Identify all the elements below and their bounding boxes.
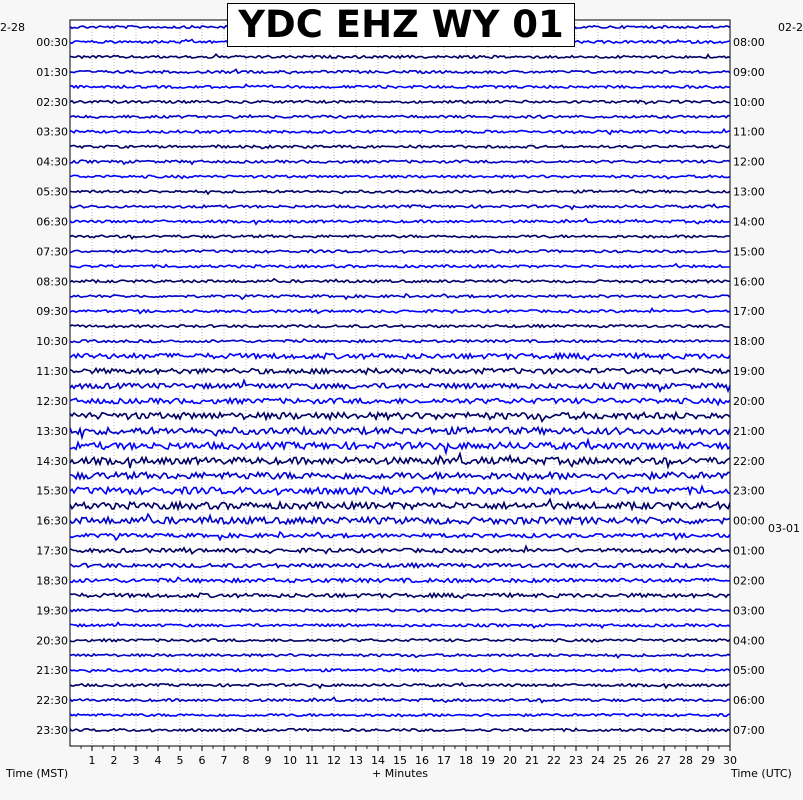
- right-time-label: 10:00: [733, 95, 765, 109]
- left-time-label: 10:30: [36, 335, 68, 349]
- right-time-label: 23:00: [733, 484, 765, 498]
- right-time-label: 15:00: [733, 245, 765, 259]
- right-time-label: 21:00: [733, 424, 765, 438]
- left-time-label: 00:30: [36, 35, 68, 49]
- left-time-label: 18:30: [36, 574, 68, 588]
- right-time-label: 02:00: [733, 574, 765, 588]
- x-tick-label: 22: [547, 754, 561, 767]
- x-tick-label: 19: [481, 754, 495, 767]
- left-time-label: 11:30: [36, 365, 68, 379]
- date-label-left: 2-28: [0, 21, 25, 34]
- x-tick-label: 28: [679, 754, 693, 767]
- right-time-label: 22:00: [733, 454, 765, 468]
- left-time-label: 02:30: [36, 95, 68, 109]
- right-axis-title: Time (UTC): [731, 767, 792, 780]
- x-axis-ticks: [81, 746, 737, 767]
- x-tick-label: 27: [657, 754, 671, 767]
- right-time-label: 03:00: [733, 604, 765, 618]
- right-time-label: 01:00: [733, 544, 765, 558]
- x-tick-label: 8: [242, 754, 250, 767]
- x-tick-label: 16: [415, 754, 429, 767]
- left-time-label: 16:30: [36, 514, 68, 528]
- right-time-label: 18:00: [733, 335, 765, 349]
- x-tick-label: 17: [437, 754, 451, 767]
- x-tick-label: 18: [459, 754, 473, 767]
- x-tick-label: 26: [635, 754, 649, 767]
- right-time-label: 05:00: [733, 664, 765, 678]
- x-tick-label: 12: [327, 754, 341, 767]
- x-tick-label: 4: [154, 754, 162, 767]
- x-tick-label: 7: [220, 754, 228, 767]
- x-tick-label: 9: [264, 754, 272, 767]
- x-tick-label: 5: [176, 754, 184, 767]
- left-time-label: 17:30: [36, 544, 68, 558]
- chart-title: YDC EHZ WY 01: [227, 3, 575, 47]
- right-time-label: 17:00: [733, 305, 765, 319]
- right-time-label: 20:00: [733, 394, 765, 408]
- x-tick-label: 20: [503, 754, 517, 767]
- x-tick-label: 2: [110, 754, 118, 767]
- left-time-label: 15:30: [36, 484, 68, 498]
- right-time-label: 13:00: [733, 185, 765, 199]
- right-time-label: 08:00: [733, 35, 765, 49]
- x-tick-label: 6: [198, 754, 206, 767]
- right-time-label: 12:00: [733, 155, 765, 169]
- left-time-label: 05:30: [36, 185, 68, 199]
- right-time-label: 14:00: [733, 215, 765, 229]
- x-tick-label: 3: [132, 754, 140, 767]
- x-tick-label: 11: [305, 754, 319, 767]
- date-label-right: 02-2: [778, 21, 803, 34]
- left-time-label: 23:30: [36, 724, 68, 738]
- x-tick-label: 23: [569, 754, 583, 767]
- right-time-label: 09:00: [733, 65, 765, 79]
- x-tick-label: 25: [613, 754, 627, 767]
- right-time-label: 16:00: [733, 275, 765, 289]
- x-tick-label: 24: [591, 754, 605, 767]
- left-time-label: 01:30: [36, 65, 68, 79]
- right-time-label: 07:00: [733, 724, 765, 738]
- left-time-label: 08:30: [36, 275, 68, 289]
- x-tick-label: 30: [723, 754, 737, 767]
- x-tick-label: 15: [393, 754, 407, 767]
- right-time-label: 11:00: [733, 125, 765, 139]
- x-axis-title: + Minutes: [372, 767, 429, 780]
- x-tick-label: 10: [283, 754, 297, 767]
- left-axis-title: Time (MST): [6, 767, 69, 780]
- left-time-label: 22:30: [36, 694, 68, 708]
- left-time-label: 09:30: [36, 305, 68, 319]
- right-time-label: 04:00: [733, 634, 765, 648]
- left-time-label: 07:30: [36, 245, 68, 259]
- x-tick-label: 29: [701, 754, 715, 767]
- x-tick-label: 1: [88, 754, 96, 767]
- right-time-label: 00:00: [733, 514, 765, 528]
- left-time-label: 14:30: [36, 454, 68, 468]
- left-time-label: 20:30: [36, 634, 68, 648]
- left-time-label: 12:30: [36, 394, 68, 408]
- date-label-right-second: 03-01: [768, 522, 800, 535]
- left-time-label: 06:30: [36, 215, 68, 229]
- x-tick-label: 14: [371, 754, 385, 767]
- left-time-label: 04:30: [36, 155, 68, 169]
- x-tick-label: 21: [525, 754, 539, 767]
- left-time-label: 03:30: [36, 125, 68, 139]
- right-time-label: 19:00: [733, 365, 765, 379]
- x-tick-label: 13: [349, 754, 363, 767]
- right-time-label: 06:00: [733, 694, 765, 708]
- left-time-label: 13:30: [36, 424, 68, 438]
- left-time-label: 21:30: [36, 664, 68, 678]
- left-time-label: 19:30: [36, 604, 68, 618]
